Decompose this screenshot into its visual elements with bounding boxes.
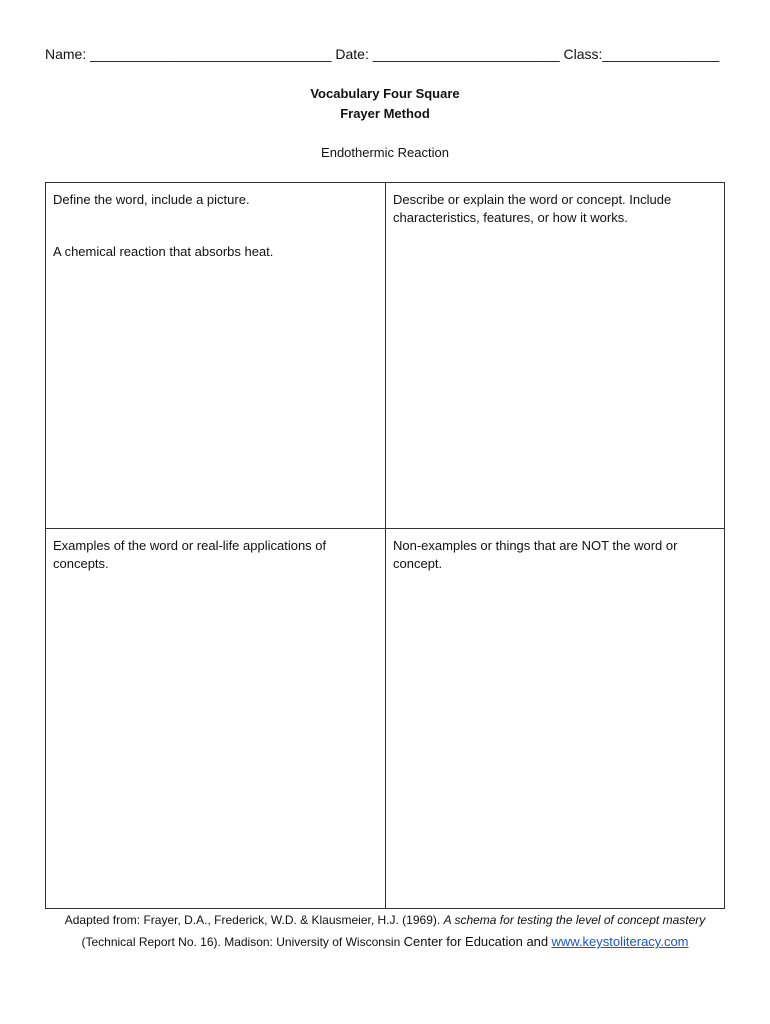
citation-report: (Technical Report No. 16). Madison: University of Wisconsin <box>81 935 401 949</box>
square-define-answer: A chemical reaction that absorbs heat. <box>53 244 274 259</box>
page-subtitle: Frayer Method <box>340 106 430 121</box>
citation-footer <box>30 910 740 953</box>
citation-authors: Adapted from: Frayer, D.A., Frederick, W.D. & Klausmeier, H.J. (1969). <box>64 913 441 927</box>
square-define[interactable] <box>46 183 386 529</box>
citation-title: A schema for testing the level of concept mastery <box>443 913 706 927</box>
square-non-examples-prompt: Non-examples or things that are NOT the word or concept. <box>393 538 678 571</box>
keystoliteracy-link[interactable]: www.keystoliteracy.com <box>551 934 689 949</box>
citation-center: Center for Education and <box>403 934 549 949</box>
page-title: Vocabulary Four Square <box>310 86 460 101</box>
square-describe-prompt: Describe or explain the word or concept. Include characteristics, features, or how it works. <box>393 192 672 225</box>
square-non-examples[interactable] <box>386 529 724 908</box>
square-examples-prompt: Examples of the word or real-life applications of concepts. <box>53 538 327 571</box>
vocabulary-word: Endothermic Reaction <box>321 145 449 160</box>
square-examples[interactable] <box>46 529 386 908</box>
four-square-grid <box>45 182 725 909</box>
citation-line-2 <box>30 931 740 953</box>
citation-line-1 <box>30 910 740 931</box>
square-describe[interactable] <box>386 183 724 529</box>
header-fields: Name: _______________________________ Date: ________________________ Class:_______________ <box>45 46 720 62</box>
square-define-prompt: Define the word, include a picture. <box>53 192 250 207</box>
